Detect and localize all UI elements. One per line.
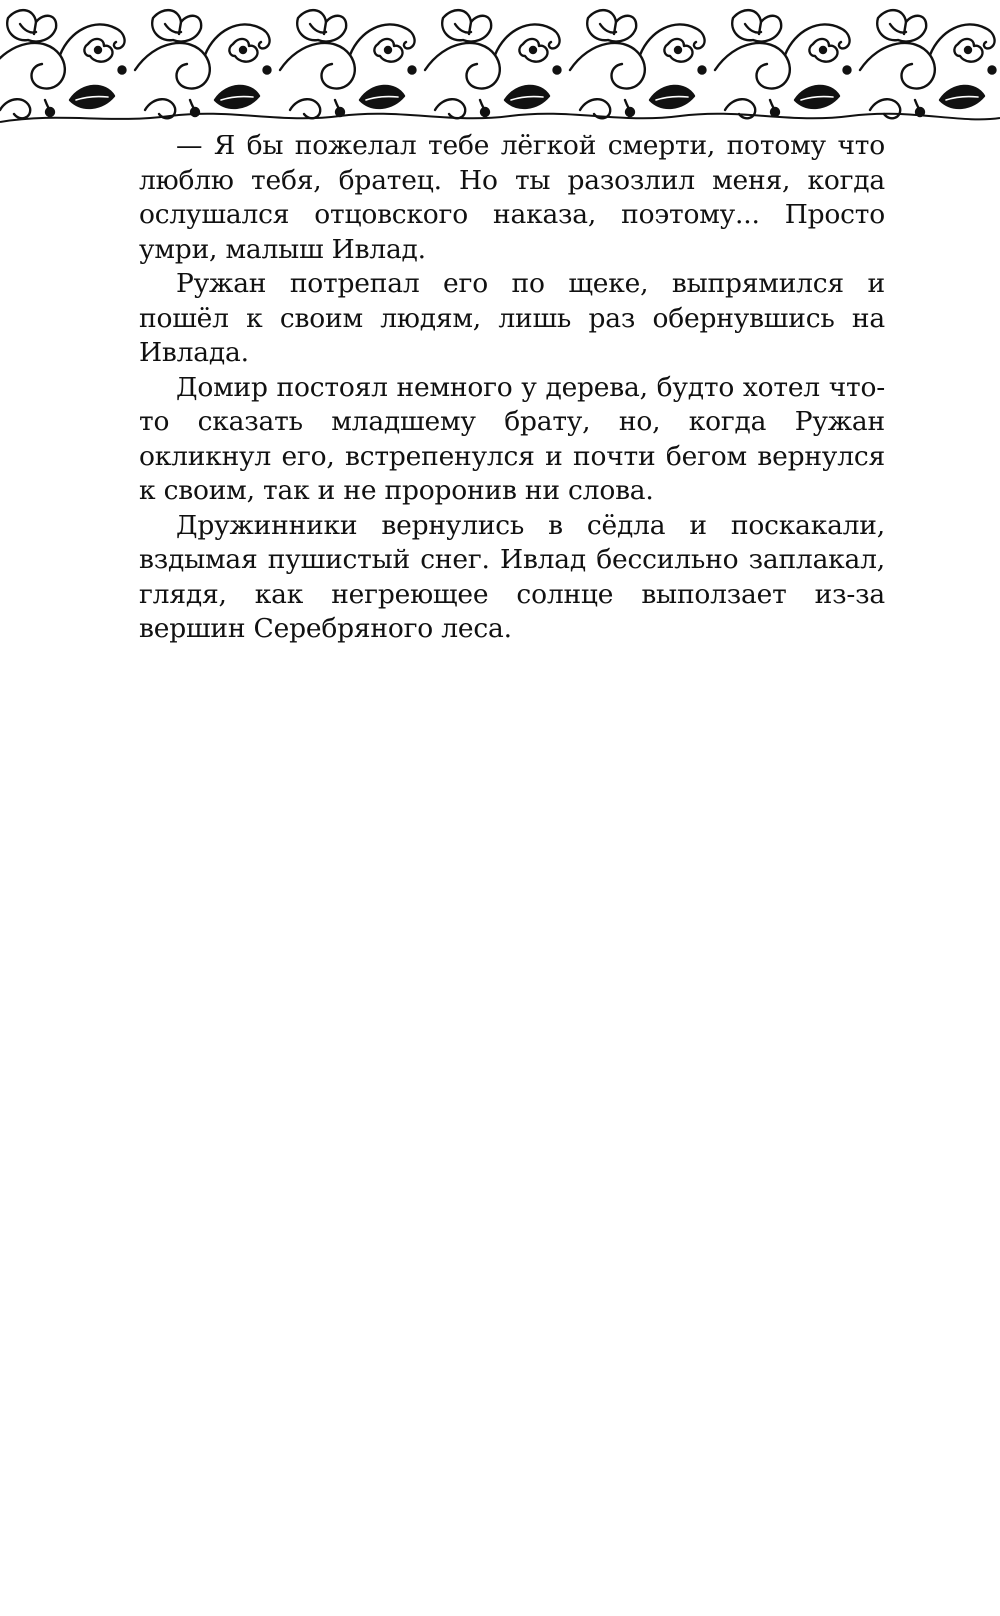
paragraph-3: Домир постоял немного у дерева, будто хотел что-то сказать младшему брату, но, когда Ружан окликнул его, встрепенулся и почти бегом вернулся к своим, так и не проронив ни слова. xyxy=(139,371,885,506)
page-text xyxy=(139,129,885,647)
paragraph-4: Дружинники вернулись в сёдла и поскакали, вздымая пушистый снег. Ивлад бессильно заплакал, глядя, как негреющее солнце выползает из-за вершин Серебряного леса. xyxy=(139,509,885,644)
paragraph-2: Ружан потрепал его по щеке, выпрямился и пошёл к своим людям, лишь раз обернувшись на Ивлада. xyxy=(139,268,885,368)
floral-vine-border-icon xyxy=(0,0,1000,125)
paragraph-1: — Я бы пожелал тебе лёгкой смерти, потому что люблю тебя, братец. Но ты разозлил меня, когда ослушался отцовского наказа, поэтому... Просто умри, малыш Ивлад. xyxy=(139,130,885,265)
